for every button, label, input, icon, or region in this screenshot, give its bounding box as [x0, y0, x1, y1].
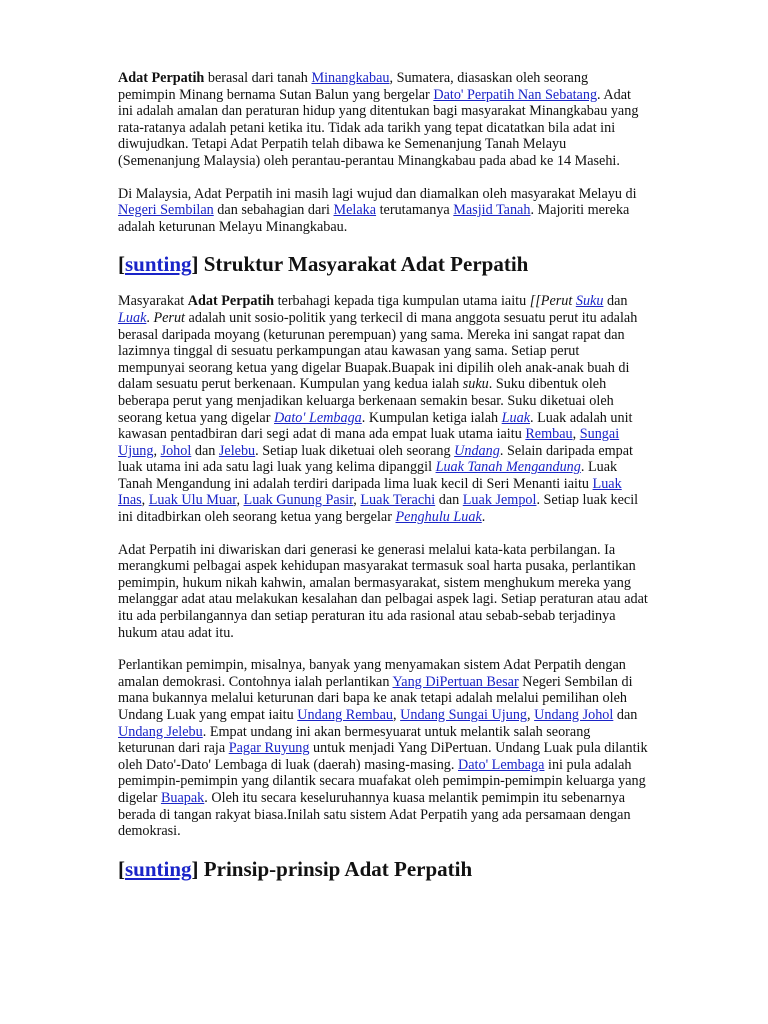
link-penghulu-luak[interactable]: Penghulu Luak: [395, 509, 482, 526]
link-luak-jempol[interactable]: Luak Jempol: [462, 492, 537, 509]
bracket: ]: [191, 252, 199, 277]
text: Negeri Sembilan di mana bukannya melalui keturunan dari bapa ke anak tetapi adalah melalui pemilihan oleh Undang Luak yang empat iaitu: [118, 673, 633, 723]
edit-section-link[interactable]: sunting: [125, 856, 192, 881]
link-luak-inas[interactable]: Luak Inas: [118, 475, 622, 509]
bracket: ]: [191, 856, 199, 881]
section-heading-struktur: [118, 251, 648, 277]
text: terbahagi kepada tiga kumpulan utama iaitu: [274, 293, 530, 310]
text: Di Malaysia, Adat Perpatih ini masih lagi wujud dan diamalkan oleh masyarakat Melayu di: [118, 185, 637, 202]
link-luak-ulu-muar[interactable]: Luak Ulu Muar: [148, 492, 237, 509]
text: Masyarakat: [118, 293, 188, 310]
article-body: [118, 70, 648, 898]
text: . Setiap luak kecil ini ditadbirkan oleh seorang ketua yang bergelar: [118, 492, 639, 526]
text: . Suku dibentuk oleh beberapa perut yang menjadikan keluarga berkenaan semakin besar. Suku diketuai oleh seorang ketua yang digelar: [118, 376, 614, 426]
link-luak-terachi[interactable]: Luak Terachi: [360, 492, 436, 509]
link-rembau[interactable]: Rembau: [525, 426, 573, 443]
text: dan: [191, 442, 219, 459]
paragraph-struktur: [118, 293, 648, 525]
link-dato-lembaga[interactable]: Dato' Lembaga: [274, 409, 362, 426]
heading-title: Struktur Masyarakat Adat Perpatih: [198, 252, 529, 277]
edit-section-link[interactable]: sunting: [125, 252, 192, 277]
link-yang-dipertuan-besar[interactable]: Yang DiPertuan Besar: [392, 673, 519, 690]
text: dan: [613, 707, 638, 723]
text: . Selain daripada empat luak utama ini ada satu lagi luak yang kelima dipanggil: [118, 442, 633, 476]
link-undang-rembau[interactable]: Undang Rembau: [297, 707, 394, 723]
link-undang-jelebu[interactable]: Undang Jelebu: [118, 723, 203, 740]
text: ,: [236, 492, 244, 509]
bracket: [: [118, 856, 125, 881]
link-pagar-ruyung[interactable]: Pagar Ruyung: [228, 740, 310, 757]
link-dato-lembaga-2[interactable]: Dato' Lembaga: [457, 756, 545, 773]
link-undang-sungai-ujung[interactable]: Undang Sungai Ujung: [400, 707, 528, 723]
text: . Empat undang ini akan bermesyuarat untuk melantik salah seorang keturunan dari raja: [118, 723, 591, 757]
link-undang[interactable]: Undang: [454, 442, 500, 459]
section-heading-prinsip: [118, 856, 648, 882]
paragraph-malaysia: [118, 186, 648, 236]
link-luak-2[interactable]: Luak: [501, 409, 531, 426]
text: ,: [393, 707, 401, 723]
paragraph-perlantikan: [118, 657, 648, 840]
text: untuk menjadi Yang DiPertuan. Undang Luak pula dilantik oleh Dato'-Dato' Lembaga di luak (daerah) masing-masing.: [118, 740, 648, 773]
link-undang-johol[interactable]: Undang Johol: [534, 707, 614, 723]
link-negeri-sembilan[interactable]: Negeri Sembilan: [118, 202, 214, 219]
link-sungai-ujung[interactable]: Sungai Ujung: [118, 426, 620, 459]
text: . Oleh itu secara keseluruhannya kuasa melantik pemimpin itu sebenarnya berada di tangan rakyat biasa.Inilah satu sistem Adat Perpatih yang ada persamaan dengan demokrasi.: [118, 789, 631, 840]
text: berasal dari tanah: [204, 70, 312, 86]
text: , Sumatera, diasaskan oleh seorang pemimpin Minang bernama Sutan Balun yang bergelar: [118, 70, 589, 103]
text: . Setiap luak diketuai oleh seorang: [255, 442, 455, 459]
text: . Kumpulan ketiga ialah: [361, 409, 502, 426]
text: adalah unit sosio-politik yang terkecil di mana anggota sesuatu perut itu adalah berasal daripada moyang (keturunan perempuan) yang sama. Mereka ini sangat rapat dan lazimnya tinggal di sesuatu perkampungan atau kawasan yang sama. Setiap perut mempunyai seorang ketua yang digelar Buapak.Buapak ini dipilih oleh anak-anak buah di dalam sesuatu perut berkenaan. Kumpulan yang kedua ialah: [118, 309, 638, 393]
link-luak-tanah-mengandung[interactable]: Luak Tanah Mengandung: [435, 459, 581, 476]
text: dan: [435, 492, 463, 509]
link-dato-perpatih-nan-sebatang[interactable]: Dato' Perpatih Nan Sebatang: [433, 86, 598, 103]
text: ,: [353, 492, 361, 509]
italic-term: [[Perut: [529, 293, 576, 310]
italic-term: suku: [462, 376, 489, 393]
text: Perlantikan pemimpin, misalnya, banyak yang menyamakan sistem Adat Perpatih dengan amalan demokrasi. Contohnya ialah perlantikan: [118, 657, 626, 690]
text: dan sebahagian dari: [213, 202, 334, 219]
paragraph-perbilangan: Adat Perpatih ini diwariskan dari generasi ke generasi melalui kata-kata perbilangan. Ia merangkumi pelbagai aspek kehidupan masyarakat termasuk soal harta pusaka, perlantikan pemimpin, hukum nikah kahwin, amalan bermasyarakat, sistem menghukum mereka yang melanggar adat atau melakukan kesalahan dan pelbagai aspek lagi. Setiap peraturan atau adat itu ada perbilangannya dan setiap peraturan itu ada rasional atau sebab-sebab terjadinya hukum atau adat itu.: [118, 541, 648, 641]
heading-title: Prinsip-prinsip Adat Perpatih: [198, 856, 473, 881]
text: ini pula adalah pemimpin-pemimpin yang dilantik secara muafakat oleh pemimpin-pemimpin keluarga yang digelar: [118, 756, 646, 806]
text: ,: [572, 426, 580, 443]
bracket: [: [118, 252, 125, 277]
bold-term: Adat Perpatih: [118, 70, 205, 86]
link-luak[interactable]: Luak: [118, 309, 147, 326]
text: . Majoriti mereka adalah keturunan Melayu Minangkabau.: [118, 202, 630, 235]
link-buapak[interactable]: Buapak: [160, 789, 205, 806]
text: . Luak Tanah Mengandung ini adalah terdiri daripada lima luak kecil di Seri Menanti iaitu: [118, 459, 618, 492]
text: dan: [603, 293, 628, 310]
text: ,: [153, 442, 161, 459]
italic-term: Perut: [153, 309, 185, 326]
link-suku[interactable]: Suku: [575, 293, 604, 310]
text: ,: [527, 707, 535, 723]
link-melaka[interactable]: Melaka: [333, 202, 377, 219]
link-johol[interactable]: Johol: [160, 442, 192, 459]
link-masjid-tanah[interactable]: Masjid Tanah: [453, 202, 531, 219]
text: terutamanya: [376, 202, 454, 219]
text: . Adat ini adalah amalan dan peraturan hidup yang ditentukan bagi masyarakat Minangkabau yang rata-ratanya adalah petani ketika itu. Tidak ada tarikh yang tepat dicatatkan bila adat ini diwujudkan. Tetapi Adat Perpatih telah dibawa ke Semenanjung Tanah Melayu (Semenanjung Malaysia) oleh perantau-perantau Minangkabau pada abad ke 14 Masehi.: [118, 86, 639, 169]
text: . Luak adalah unit kawasan pentadbiran dari segi adat di mana ada empat luak utama iaitu: [118, 409, 633, 443]
link-jelebu[interactable]: Jelebu: [218, 442, 256, 459]
text: .: [146, 309, 154, 326]
text: .: [481, 509, 486, 526]
bold-term: Adat Perpatih: [187, 293, 275, 310]
link-minangkabau[interactable]: Minangkabau: [311, 70, 390, 86]
text: ,: [141, 492, 149, 509]
paragraph-origin: [118, 70, 648, 170]
link-luak-gunung-pasir[interactable]: Luak Gunung Pasir: [243, 492, 354, 509]
